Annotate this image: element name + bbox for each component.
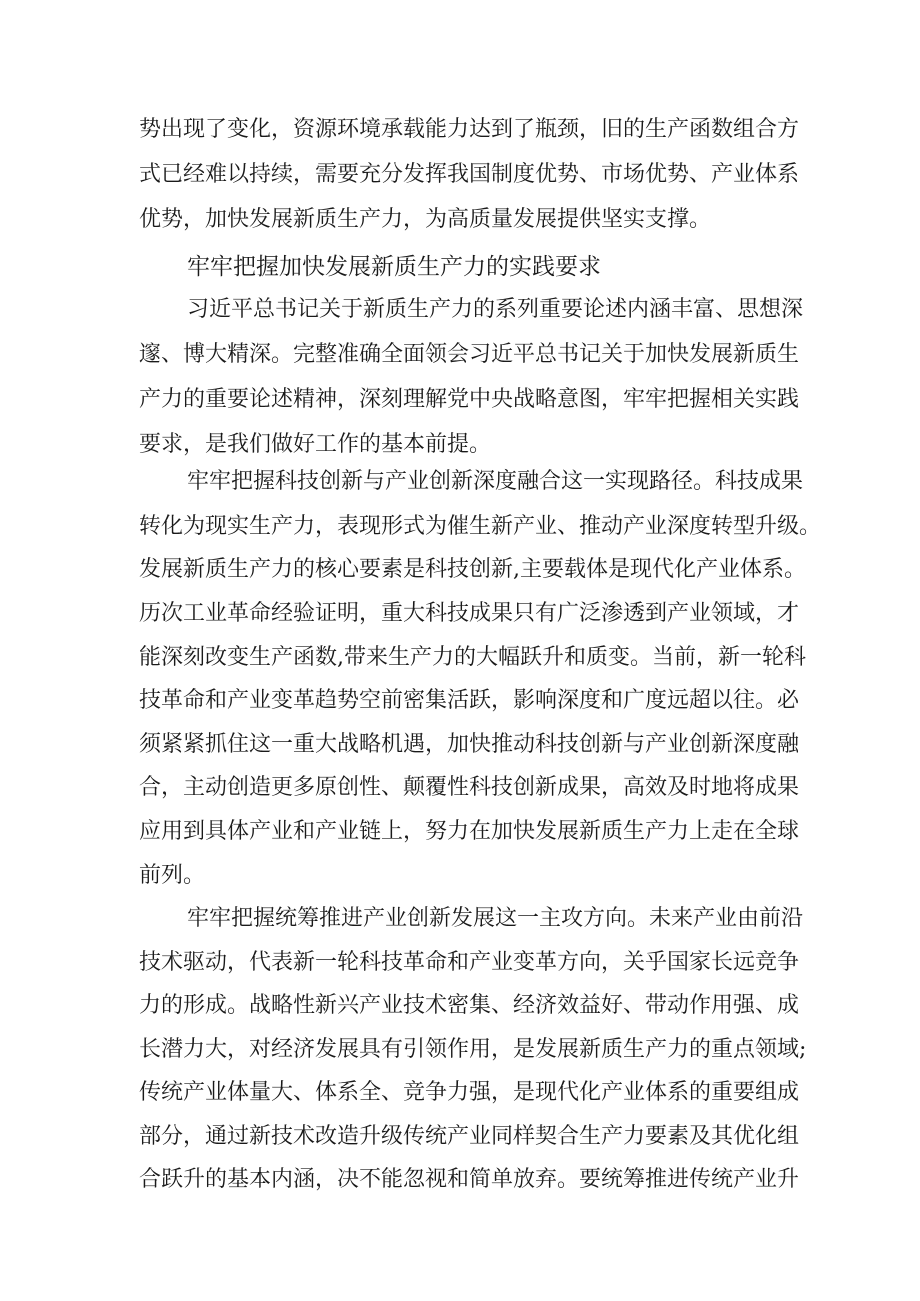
- paragraph-3-line-7: 合跃升的基本内涵，决不能忽视和简单放弃。要统筹推进传统产业升: [139, 1167, 800, 1192]
- paragraph-2-line-4: 历次工业革命经验证明，重大科技成果只有广泛渗透到产业领域，才: [139, 601, 800, 626]
- paragraph-1-line-3: 产力的重要论述精神，深刻理解党中央战略意图，牢牢把握相关实践: [139, 387, 800, 412]
- paragraph-2-line-10: 前列。: [139, 863, 206, 888]
- paragraph-3-line-3: 力的形成。战略性新兴产业技术密集、经济效益好、带动作用强、成: [139, 993, 800, 1018]
- intro-line-1: 势出现了变化，资源环境承载能力达到了瓶颈，旧的生产函数组合方: [139, 117, 800, 142]
- paragraph-2-line-7: 须紧紧抓住这一重大战略机遇，加快推动科技创新与产业创新深度融: [139, 732, 800, 757]
- intro-line-2: 式已经难以持续，需要充分发挥我国制度优势、市场优势、产业体系: [139, 162, 800, 187]
- section-heading: 牢牢把握加快发展新质生产力的实践要求: [187, 254, 601, 280]
- paragraph-3-line-2: 技术驱动，代表新一轮科技革命和产业变革方向，关乎国家长远竞争: [139, 950, 800, 975]
- paragraph-3-line-6: 部分，通过新技术改造升级传统产业同样契合生产力要素及其优化组: [139, 1124, 800, 1149]
- paragraph-2-line-1: 牢牢把握科技创新与产业创新深度融合这一实现路径。科技成果: [187, 469, 804, 494]
- paragraph-1-line-2: 邃、博大精深。完整准确全面领会习近平总书记关于加快发展新质生: [139, 342, 800, 367]
- intro-line-3: 优势，加快发展新质生产力，为高质量发展提供坚实支撑。: [139, 207, 712, 232]
- paragraph-3-line-5: 传统产业体量大、体系全、竞争力强，是现代化产业体系的重要组成: [139, 1080, 800, 1105]
- paragraph-2-line-8: 合，主动创造更多原创性、颠覆性科技创新成果，高效及时地将成果: [139, 775, 800, 800]
- paragraph-2-line-6: 技革命和产业变革趋势空前密集活跃，影响深度和广度远超以往。必: [139, 688, 800, 713]
- paragraph-3-line-1: 牢牢把握统筹推进产业创新发展这一主攻方向。未来产业由前沿: [187, 906, 804, 931]
- paragraph-2-line-3: 发展新质生产力的核心要素是科技创新,主要载体是现代化产业体系。: [139, 557, 806, 582]
- paragraph-2-line-2: 转化为现实生产力，表现形式为催生新产业、推动产业深度转型升级。: [139, 514, 822, 539]
- paragraph-1-line-1: 习近平总书记关于新质生产力的系列重要论述内涵丰富、思想深: [187, 297, 804, 322]
- paragraph-2-line-5: 能深刻改变生产函数,带来生产力的大幅跃升和质变。当前，新一轮科: [139, 645, 806, 670]
- paragraph-2-line-9: 应用到具体产业和产业链上，努力在加快发展新质生产力上走在全球: [139, 819, 800, 844]
- paragraph-1-line-4: 要求，是我们做好工作的基本前提。: [139, 432, 492, 457]
- paragraph-3-line-4: 长潜力大，对经济发展具有引领作用，是发展新质生产力的重点领域;: [139, 1037, 807, 1062]
